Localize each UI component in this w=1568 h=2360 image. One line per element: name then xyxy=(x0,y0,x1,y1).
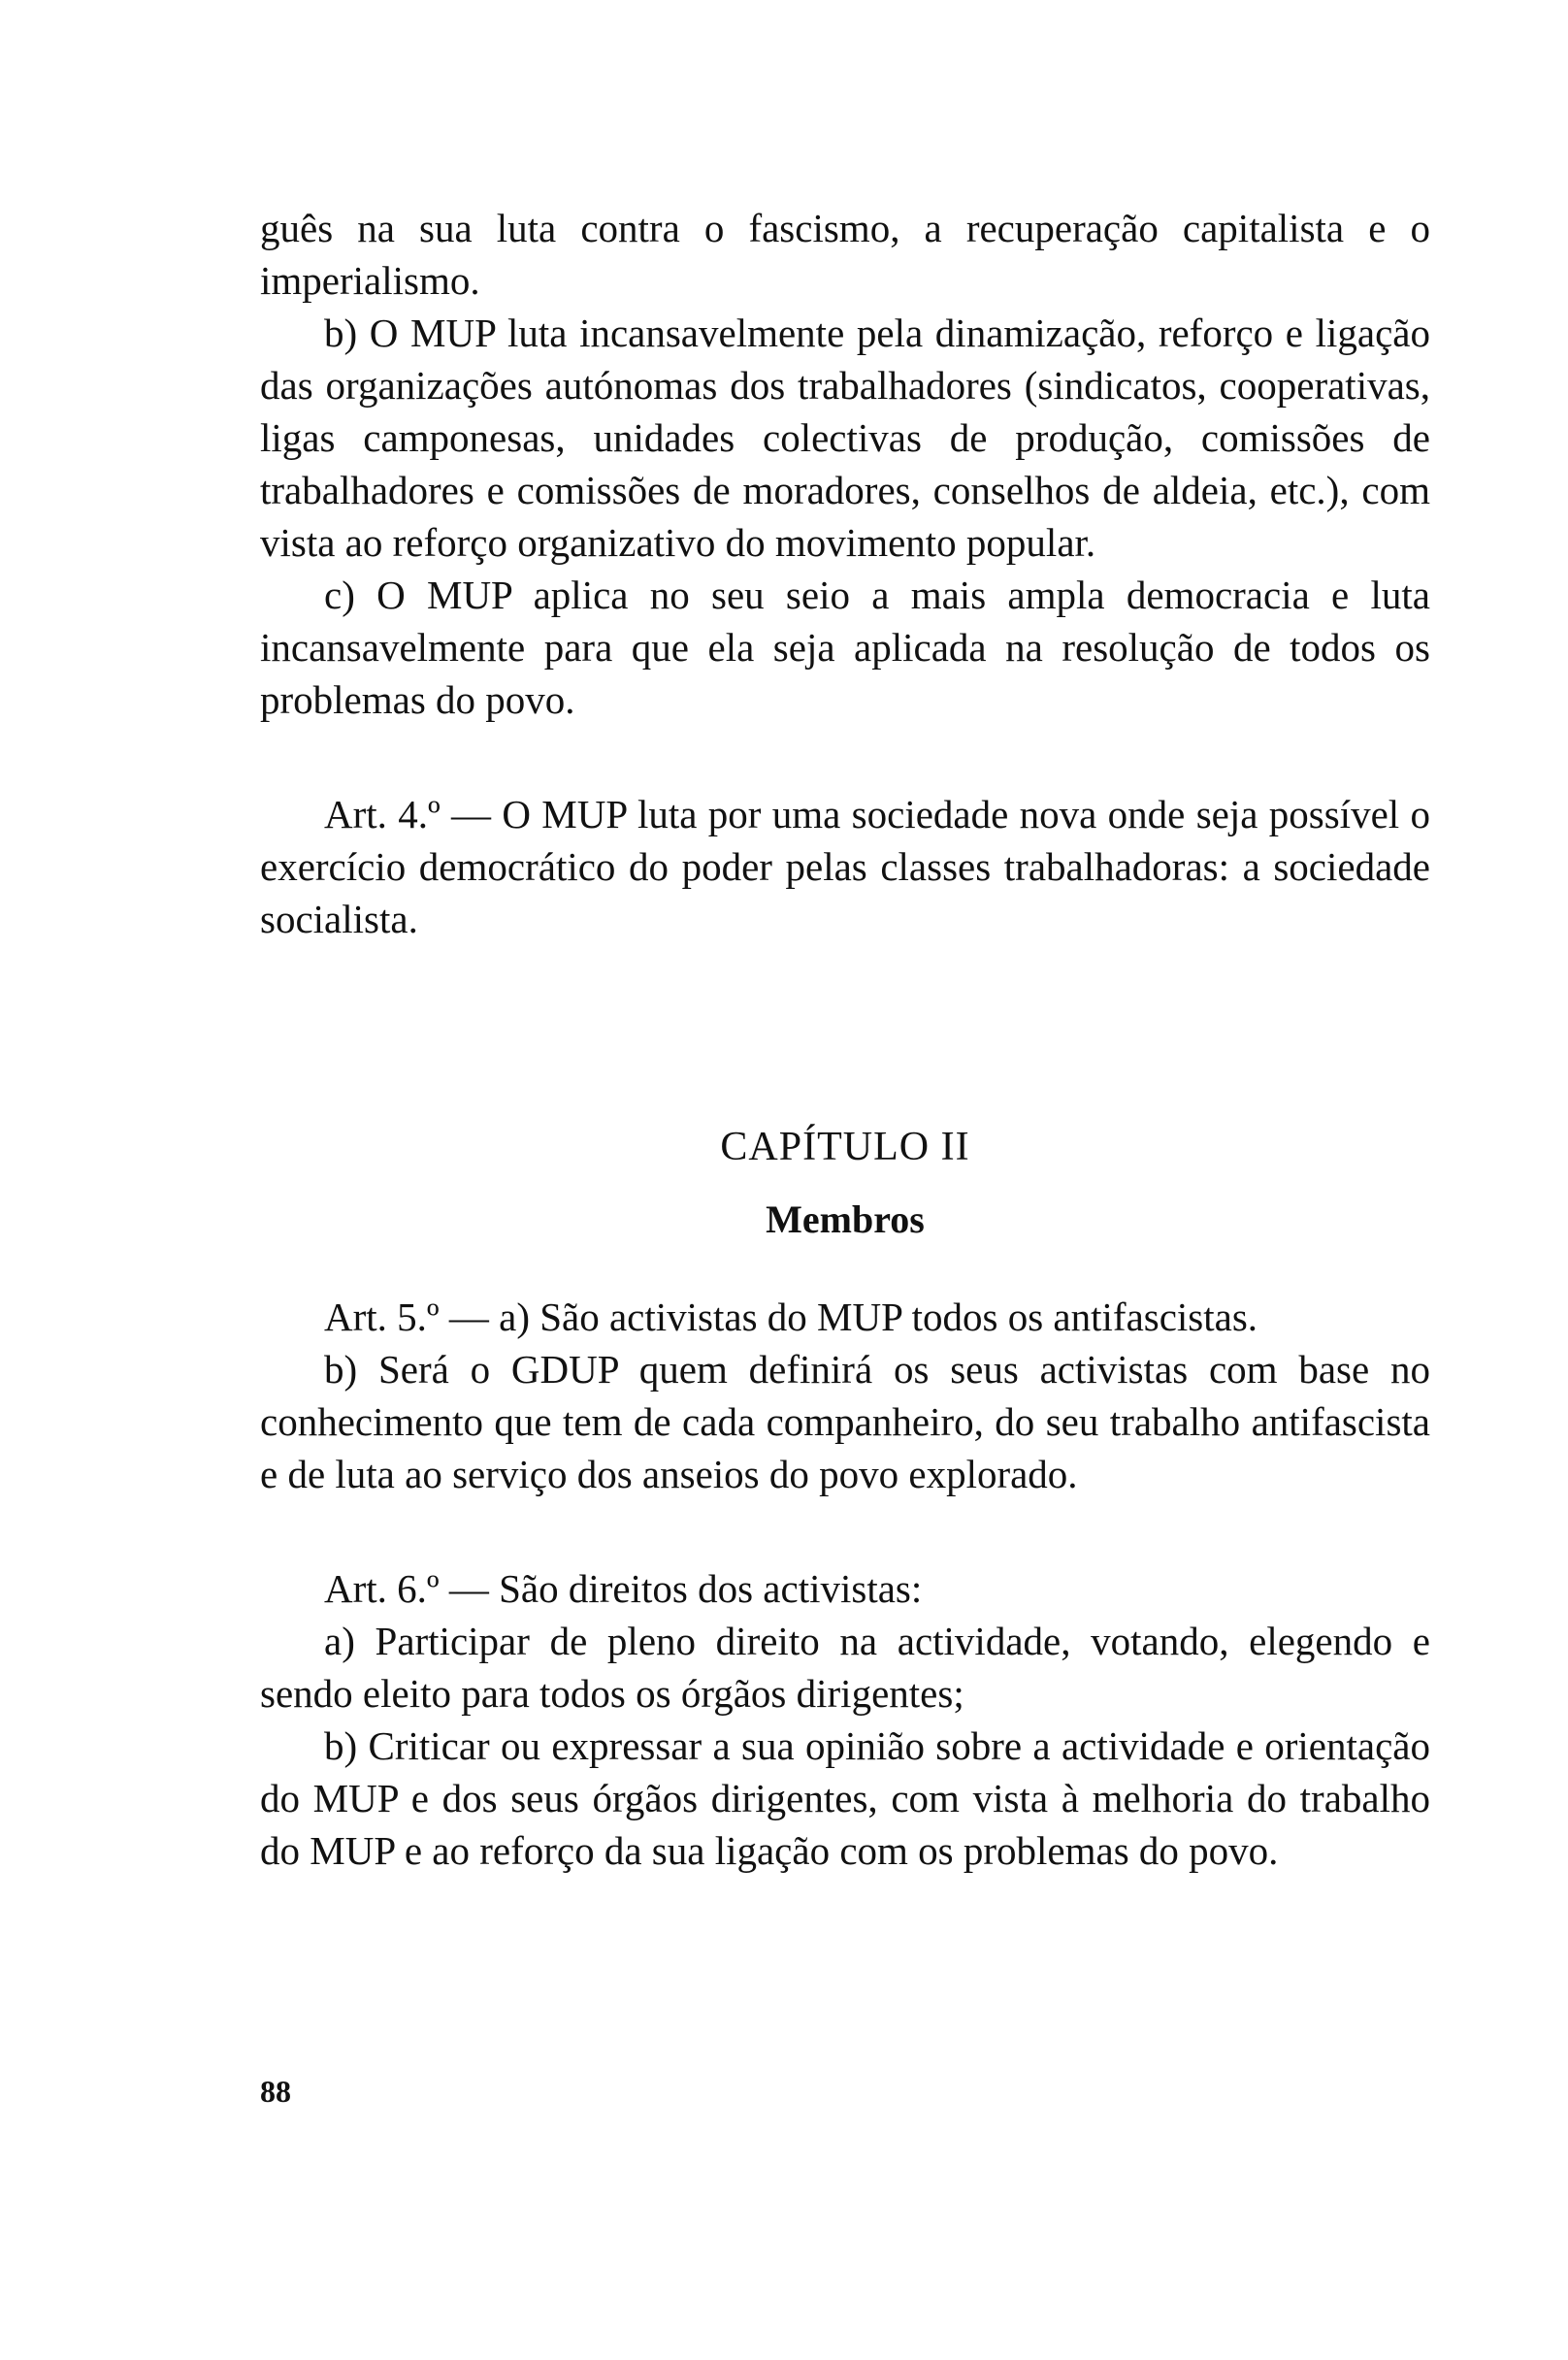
paragraph-art6: Art. 6.º — São direitos dos activistas: xyxy=(324,1566,923,1611)
paragraph-art3-b: b) O MUP luta incansavelmente pela dinamização, reforço e ligação das organizações autónomas dos trabalhadores (sindicatos, cooperativas, ligas camponesas, unidades colectivas de produção, comissões de trabalhadores e comissões de moradores, conselhos de aldeia, etc.), com vista ao reforço organizativo do movimento popular. xyxy=(260,311,1430,565)
paragraph-art5-a: Art. 5.º — a) São activistas do MUP todos os antifascistas. xyxy=(324,1295,1258,1339)
paragraph-art3-c: c) O MUP aplica no seu seio a mais ampla democracia e luta incansavelmente para que ela seja aplicada na resolução de todos os problemas do povo. xyxy=(260,573,1430,722)
paragraph-art6-b: b) Criticar ou expressar a sua opinião sobre a actividade e orientação do MUP e dos seus órgãos dirigentes, com vista à melhoria do trabalho do MUP e ao reforço da sua ligação com os problemas do povo. xyxy=(260,1723,1430,1873)
page-number: 88 xyxy=(260,2074,291,2109)
paragraph-art6-a: a) Participar de pleno direito na actividade, votando, elegendo e sendo eleito para todos os órgãos dirigentes; xyxy=(260,1619,1430,1716)
paragraph-continuation: guês na sua luta contra o fascismo, a recuperação capitalista e o imperialismo. xyxy=(260,206,1430,303)
chapter-subtitle: Membros xyxy=(766,1197,925,1241)
text-block-bottom xyxy=(260,1291,1430,1877)
chapter-title: CAPÍTULO II xyxy=(720,1125,970,1169)
text-block-top xyxy=(260,202,1430,945)
paragraph-art5-b: b) Será o GDUP quem definirá os seus activistas com base no conhecimento que tem de cada companheiro, do seu trabalho antifascista e de luta ao serviço dos anseios do povo explorado. xyxy=(260,1347,1430,1496)
paragraph-art4: Art. 4.º — O MUP luta por uma sociedade nova onde seja possível o exercício democrático do poder pelas classes trabalhadoras: a sociedade socialista. xyxy=(260,792,1430,941)
